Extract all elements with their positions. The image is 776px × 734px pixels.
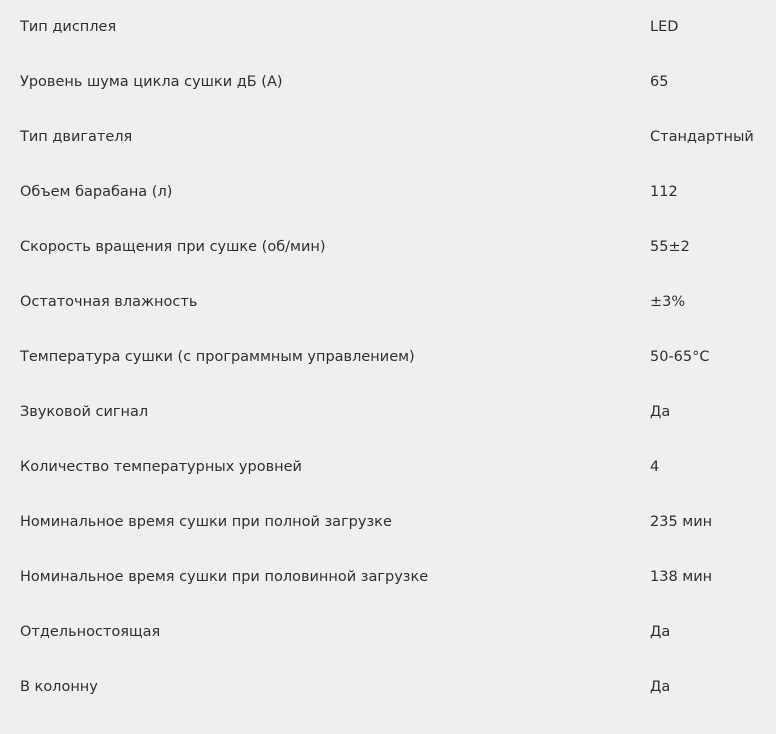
spec-name: Номинальное время сушки при полной загрузке <box>0 495 650 550</box>
spec-name: Уровень шума цикла сушки дБ (А) <box>0 55 650 110</box>
spec-name: Тип двигателя <box>0 110 650 165</box>
spec-name: Количество температурных уровней <box>0 440 650 495</box>
table-row <box>0 495 776 550</box>
spec-name: Тип дисплея <box>0 0 650 55</box>
table-row <box>0 165 776 220</box>
spec-name: Скорость вращения при сушке (об/мин) <box>0 220 650 275</box>
spec-name: Отдельностоящая <box>0 605 650 660</box>
spec-value: 112 <box>650 165 776 220</box>
table-row <box>0 660 776 715</box>
spec-value: ±3% <box>650 275 776 330</box>
spec-value: 65 <box>650 55 776 110</box>
table-row <box>0 385 776 440</box>
spec-value: Стандартный <box>650 110 776 165</box>
table-row <box>0 110 776 165</box>
spec-name: Остаточная влажность <box>0 275 650 330</box>
table-row <box>0 330 776 385</box>
table-row <box>0 220 776 275</box>
spec-name: В колонну <box>0 660 650 715</box>
spec-value: 4 <box>650 440 776 495</box>
spec-value: Да <box>650 605 776 660</box>
table-row <box>0 605 776 660</box>
spec-value: 138 мин <box>650 550 776 605</box>
spec-name: Звуковой сигнал <box>0 385 650 440</box>
table-row <box>0 0 776 55</box>
spec-value: Да <box>650 660 776 715</box>
spec-value: 55±2 <box>650 220 776 275</box>
spec-name: Температура сушки (с программным управлением) <box>0 330 650 385</box>
table-row <box>0 550 776 605</box>
spec-value: Да <box>650 385 776 440</box>
table-row <box>0 55 776 110</box>
spec-name: Объем барабана (л) <box>0 165 650 220</box>
spec-name: Номинальное время сушки при половинной загрузке <box>0 550 650 605</box>
spec-value: LED <box>650 0 776 55</box>
table-row <box>0 275 776 330</box>
table-row <box>0 440 776 495</box>
spec-value: 50-65°C <box>650 330 776 385</box>
spec-value: 235 мин <box>650 495 776 550</box>
